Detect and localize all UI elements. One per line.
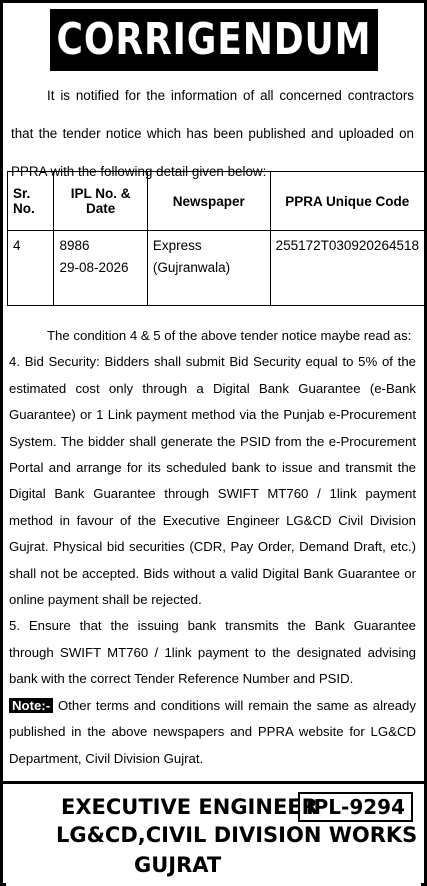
ipl-number-badge: IPL-9294: [298, 792, 413, 822]
header-ipl-no-date: IPL No. & Date: [54, 172, 147, 231]
table-header-row: [8, 172, 425, 231]
cell-sr-no: 4: [8, 231, 54, 306]
condition-heading: The condition 4 & 5 of the above tender notice maybe read as:: [47, 328, 412, 343]
note-label: Note:-: [9, 698, 53, 713]
footer-divider: [3, 781, 424, 784]
footer: [6, 787, 421, 886]
conditions-section: [9, 323, 416, 772]
table-row: [8, 231, 425, 306]
cell-ipl-date: 29-08-2026: [59, 260, 129, 275]
page-title: CORRIGENDUM: [50, 9, 378, 71]
condition-5: 5. Ensure that the issuing bank transmits the Bank Guarantee through SWIFT MT760 / 1link payment to the designated advising bank with the correct Tender Reference Number and PSID.: [9, 618, 416, 687]
title-banner: [3, 9, 424, 71]
note-paragraph: [9, 693, 416, 772]
intro-paragraph: It is notified for the information of all concerned contractors that the tender notice which has been published and uploaded on PPRA with the following detail given below:: [11, 88, 414, 179]
header-ppra-code: PPRA Unique Code: [270, 172, 424, 231]
cell-ipl-no: 8986: [59, 238, 90, 253]
footer-designation: EXECUTIVE ENGINEER: [61, 795, 318, 819]
cell-ipl: [54, 231, 147, 306]
tender-table: [7, 171, 425, 306]
footer-division: LG&CD,CIVIL DIVISION WORKS: [56, 823, 418, 847]
note-text: Other terms and conditions will remain the same as already published in the above newspapers and PPRA website for LG&CD Department, Civil Division Gujrat.: [9, 697, 416, 766]
header-newspaper: Newspaper: [147, 172, 270, 231]
cell-newspaper: Express (Gujranwala): [147, 231, 270, 306]
condition-4: 4. Bid Security: Bidders shall submit Bid Security equal to 5% of the estimated cost only through a Digital Bank Guarantee (e-Bank Guarantee) or 1 Link payment method via the Punjab e-Procurement System. The bidder shall generate the PSID from the e-Procurement Portal and arrange for its scheduled bank to issue and transmit the Digital Bank Guarantee through SWIFT MT760 / 1link payment method in favour of the Executive Engineer LG&CD Civil Division Gujrat. Physical bid securities (CDR, Pay Order, Demand Draft, etc.) shall not be accepted. Bids without a valid Digital Bank Guarantee or online payment shall be rejected.: [9, 354, 416, 608]
header-sr-no: Sr. No.: [8, 172, 54, 231]
cell-ppra-code: 255172T030920264518: [270, 231, 424, 306]
footer-city: GUJRAT: [134, 853, 222, 877]
